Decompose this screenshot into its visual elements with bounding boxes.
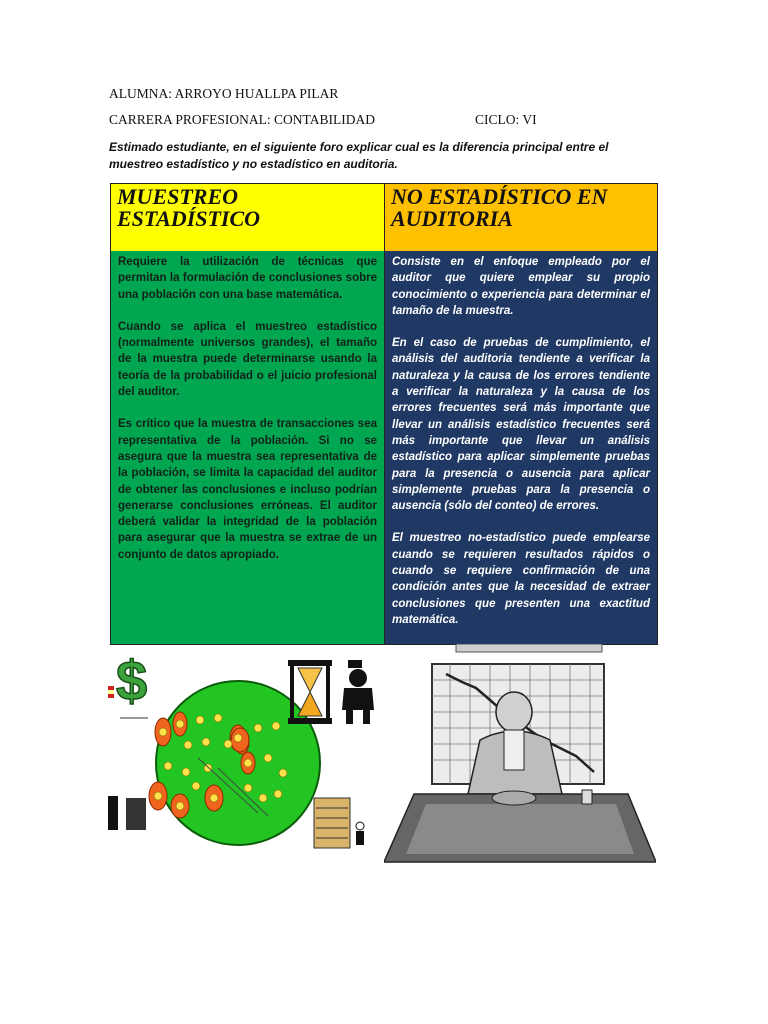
document-stack-icon	[314, 798, 364, 848]
col2-paragraph: El muestreo no-estadístico puede emplearse cuando se requieren resultados rápidos o cuando se requiere confirmación de una condición antes que la necesidad de extraer conclusiones que presenten una exactitud matemática.	[392, 532, 650, 626]
dollar-sign-icon	[108, 649, 148, 718]
svg-text:$: $	[116, 649, 148, 712]
col2-paragraph: En el caso de pruebas de cumplimiento, el análisis del auditoria tendiente a verificar la naturaleza y la causa de los errores tendiente a verificar la naturaleza y la causa de los errores frecuentes será más importante que llevar un análisis estadístico frecuentes será más importante que llevar un análisis estadístico para aplicar simplemente pruebas para la presencia o ausencia para aplicar simplemente pruebas para la presencia o ausencia (sólo del conteo) de errores.	[392, 337, 650, 513]
auditor-at-desk-icon	[384, 692, 656, 862]
career-line: CARRERA PROFESIONAL: CONTABILIDAD	[109, 112, 375, 127]
intro-question: Estimado estudiante, en el siguiente foro explicar cual es la diferencia principal entre el muestreo estadístico y no estadístico en auditoria.	[109, 140, 609, 171]
person-silhouette-icon	[342, 660, 374, 724]
col1-paragraph: Requiere la utilización de técnicas que permitan la formulación de conclusiones sobre una población con una base matemática.	[118, 256, 377, 301]
student-name: ALUMNA: ARROYO HUALLPA PILAR	[109, 86, 339, 101]
col2-paragraph: Consiste en el enfoque empleado por el auditor que quiere emplear su propio conocimiento o experiencia para determinar el tamaño de la muestra.	[392, 256, 650, 317]
briefcase-icon	[108, 796, 146, 830]
auditor-illustration	[384, 644, 656, 866]
col2-body	[385, 251, 657, 644]
col2-header: NO ESTADÍSTICO EN AUDITORIA	[385, 184, 657, 251]
col1-paragraph: Cuando se aplica el muestreo estadístico (normalmente universos grandes), el tamaño de la muestra puede determinarse usando la teoría de la probabilidad o el juicio profesional del auditor.	[118, 320, 377, 399]
col1-paragraph: Es crítico que la muestra de transacciones sea representativa de la población. Si no se asegura que la muestra sea representativa de la población, se limita la capacidad del auditor de obtener las conclusiones e incluso podrían generarse conclusiones erróneas. El auditor deberá validar la integridad de la población para asegurar que la muestra se extrae de un conjunto de datos apropiado.	[118, 418, 377, 561]
sampling-illustration	[108, 648, 384, 866]
col1-body	[111, 251, 385, 644]
cycle-label: CICLO: VI	[475, 112, 537, 127]
sample-circle-icon	[149, 681, 320, 845]
col1-header: MUESTREO ESTADÍSTICO	[111, 184, 385, 251]
comparison-table	[110, 183, 658, 645]
